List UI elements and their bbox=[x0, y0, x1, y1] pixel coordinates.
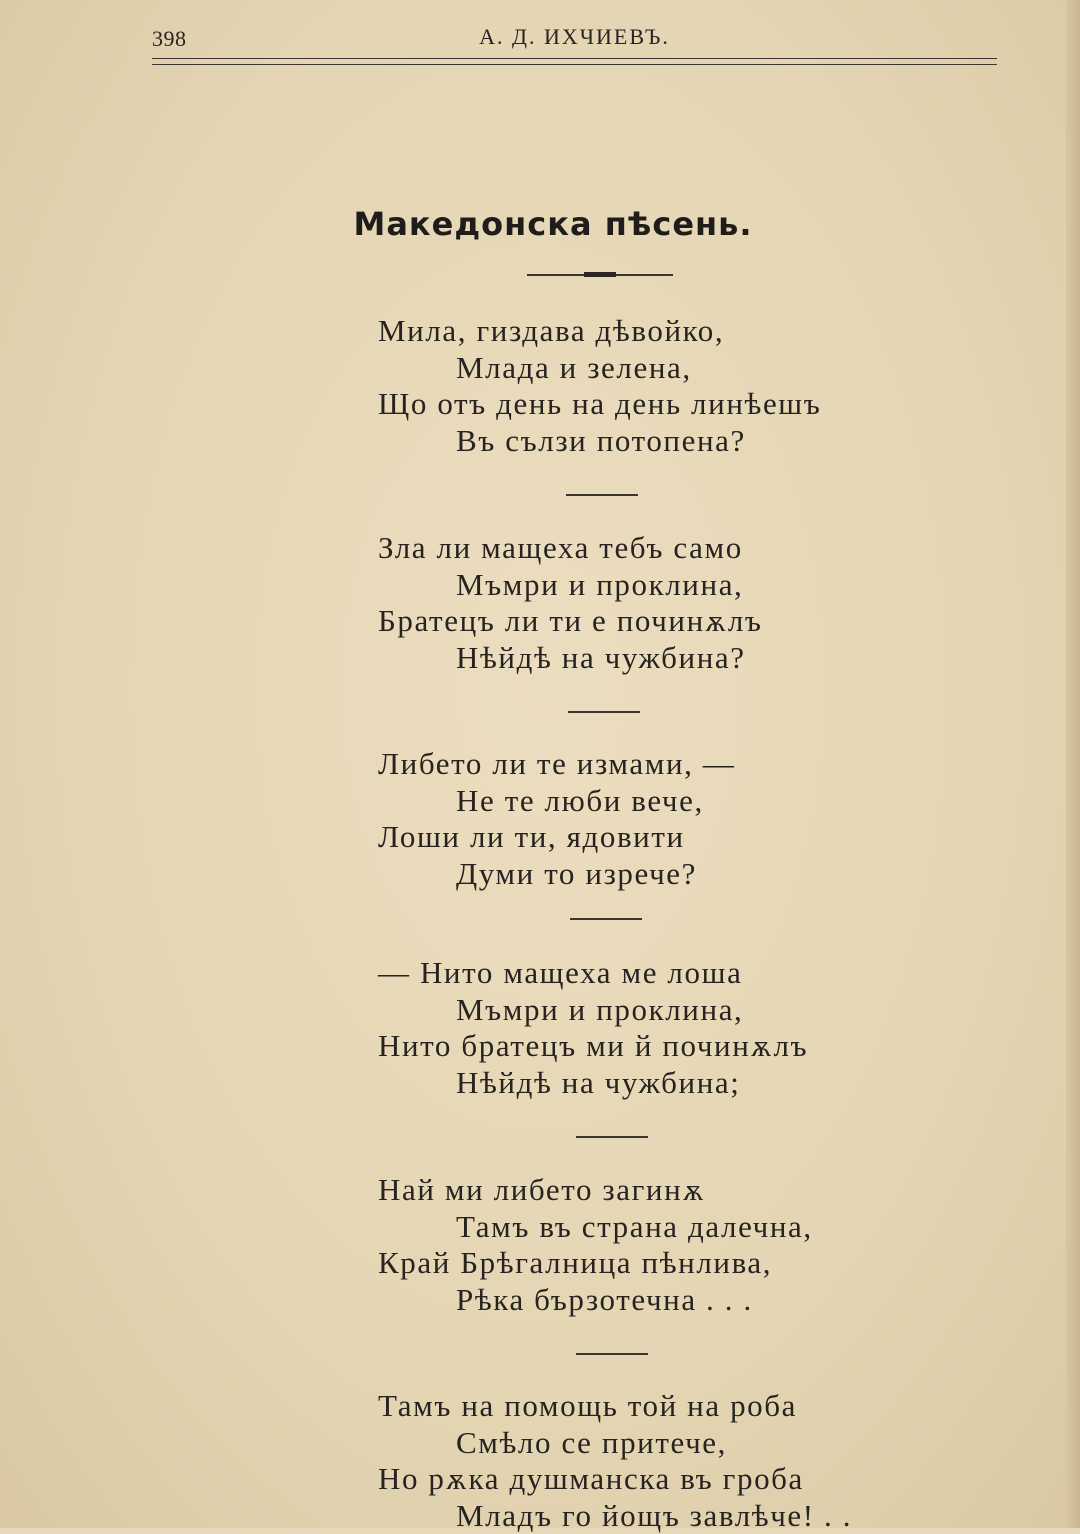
verse-line: Край Брѣгалница пѣнлива, bbox=[378, 1245, 938, 1282]
verse-line: Що отъ день на день линѣешъ bbox=[378, 386, 938, 423]
page-number: 398 bbox=[152, 26, 187, 52]
verse-line: Думи то изрече? bbox=[378, 856, 938, 893]
verse-line: Нѣйдѣ на чужбина? bbox=[378, 640, 938, 677]
stanza-3 bbox=[378, 746, 938, 892]
stanza-6 bbox=[378, 1388, 938, 1534]
verse-line: Зла ли мащеха тебъ само bbox=[378, 530, 938, 567]
verse-line: Тамъ на помощь той на роба bbox=[378, 1388, 938, 1425]
stanza-5 bbox=[378, 1172, 938, 1318]
stanza-4 bbox=[378, 955, 938, 1101]
verse-line: Лоши ли ти, ядовити bbox=[378, 819, 938, 856]
verse-line: Въ сълзи потопена? bbox=[378, 423, 938, 460]
verse-line: Мъмри и проклина, bbox=[378, 567, 938, 604]
stanza-divider bbox=[568, 711, 640, 713]
header-double-rule bbox=[152, 58, 997, 65]
stanza-1 bbox=[378, 313, 938, 459]
verse-line: Младъ го йощъ завлѣче! . . bbox=[378, 1498, 938, 1534]
stanza-divider bbox=[566, 494, 638, 496]
running-head: А. Д. ИХЧИЕВЪ. bbox=[152, 24, 997, 50]
verse-line: Но рѫка душманска въ гроба bbox=[378, 1461, 938, 1498]
verse-line: Най ми либето загинѫ bbox=[378, 1172, 938, 1209]
stanza-divider bbox=[576, 1136, 648, 1138]
verse-line: Млада и зелена, bbox=[378, 350, 938, 387]
title-ornament-rule bbox=[527, 271, 673, 279]
ornament-mark bbox=[584, 272, 616, 277]
verse-line: Либето ли те измами, — bbox=[378, 746, 938, 783]
stanza-divider bbox=[570, 918, 642, 920]
verse-line: — Нито мащеха ме лоша bbox=[378, 955, 938, 992]
verse-line: Мила, гиздава дѣвойко, bbox=[378, 313, 938, 350]
verse-line: Не те люби вече, bbox=[378, 783, 938, 820]
verse-line: Нѣйдѣ на чужбина; bbox=[378, 1065, 938, 1102]
verse-line: Тамъ въ страна далечна, bbox=[378, 1209, 938, 1246]
verse-line: Братецъ ли ти е починѫлъ bbox=[378, 603, 938, 640]
verse-line: Мъмри и проклина, bbox=[378, 992, 938, 1029]
stanza-divider bbox=[576, 1353, 648, 1355]
verse-line: Смѣло се притече, bbox=[378, 1425, 938, 1462]
verse-line: Нито братецъ ми й починѫлъ bbox=[378, 1028, 938, 1065]
poem-title: Македонска пѣсень. bbox=[0, 205, 1080, 243]
page-header bbox=[152, 22, 997, 52]
verse-line: Рѣка бързотечна . . . bbox=[378, 1282, 938, 1319]
stanza-2 bbox=[378, 530, 938, 676]
